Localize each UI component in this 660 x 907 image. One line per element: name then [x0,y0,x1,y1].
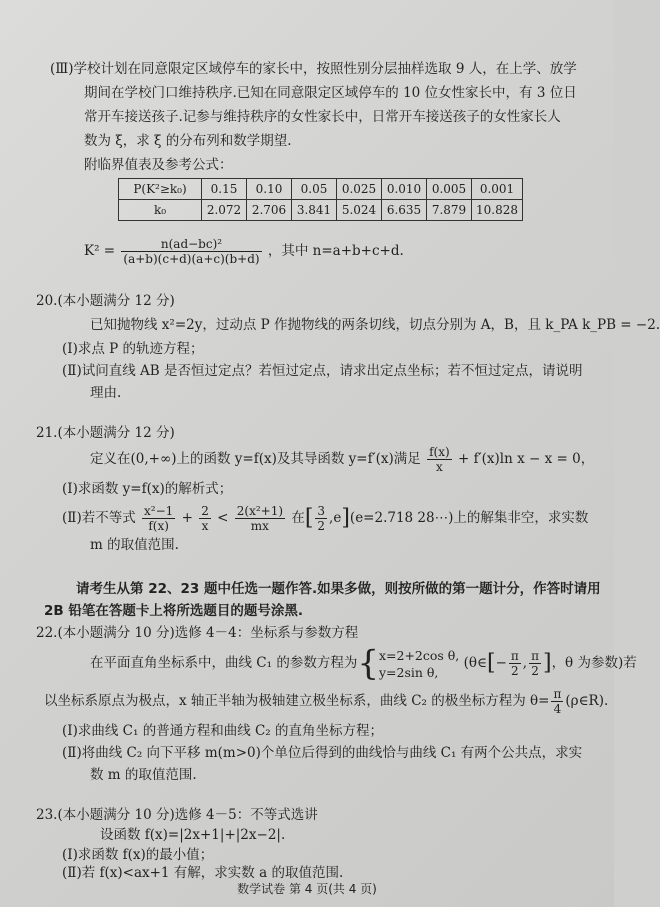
q21-part2-b: 在 [291,510,305,526]
right-bracket: ] [341,505,350,531]
table-cell: 0.001 [472,179,523,200]
q22-stem-c: ，θ 为参数)若 [551,655,637,671]
q22-part1: (Ⅰ)求曲线 C₁ 的普通方程和曲线 C₂ 的直角坐标方程； [62,723,384,739]
fraction-numerator: π [510,649,519,663]
table-cell: 0.010 [382,179,427,200]
table-cell: 3.841 [292,200,337,221]
critical-value-table [118,178,523,221]
bleed-through-mark: ​ [299,140,301,175]
table-cell: 2.072 [202,200,247,221]
system-brace: { [357,643,379,684]
formula-numerator: n(ad−bc)² [121,237,261,252]
ineq-fraction-3 [235,504,285,533]
theta-upper-fraction [529,649,541,678]
q21-header: 21.(本小题满分 12 分) [36,425,175,441]
polar-angle-fraction [551,687,563,716]
q19-part3-line3: 常开车接送孩子.记参与维持秩序的女性家长中，日常开车接送孩子的女性家长人 [84,109,561,125]
q21-part2-c: (e=2.718 28⋯)上的解集非空，求实数 [349,510,589,526]
instruction-line1: 请考生从第 22、23 题中任选一题作答.如果多做，则按所做的第一题计分，作答时请用 [76,581,601,597]
q22-stem-a: 在平面直角坐标系中，曲线 C₁ 的参数方程为 [90,655,358,671]
table-cell: 0.005 [427,179,472,200]
fraction-numerator: 2 [201,504,209,518]
k-squared-formula [84,236,404,266]
q20-part1: (Ⅰ)求点 P 的轨迹方程； [62,341,204,357]
fraction-numerator: f(x) [429,445,450,459]
table-cell: k₀ [119,200,202,221]
q20-stem: 已知抛物线 x²=2y，过动点 P 作抛物线的两条切线，切点分别为 A，B，且 k_PA k_PB = −2. [90,317,660,333]
fraction-denominator: 4 [553,702,562,716]
q20-part2-line2: 理由. [90,385,122,401]
q21-part2-line2: m 的取值范围. [90,537,179,553]
table-cell: 5.024 [337,200,382,221]
q21-stem-fraction [427,445,452,474]
ineq-fraction-1 [142,504,175,533]
theta-lower-fraction [509,649,521,678]
q21-part2-a: (Ⅱ)若不等式 [62,510,136,526]
interval-fraction [315,504,327,533]
table-cell: 0.025 [337,179,382,200]
q21-stem-a: 定义在(0,+∞)上的函数 y=f(x)及其导函数 y=f′(x)满足 [90,451,421,467]
q23-part1: (Ⅰ)求函数 f(x)的最小值； [62,847,214,863]
q19-part3-line1: (Ⅲ)学校计划在同意限定区域停车的家长中，按照性别分层抽样选取 9 人，在上学、放学 [50,61,577,77]
q21-stem [90,444,594,474]
q22-header: 22.(本小题满分 10 分)选修 4－4：坐标系与参数方程 [36,625,359,641]
q19-part3-line4: 数为 ξ，求 ξ 的分布列和数学期望. [84,133,292,149]
right-bracket: ] [542,650,552,676]
ineq-fraction-2 [199,504,211,533]
fraction-denominator: f(x) [148,519,169,533]
table-cell: 0.15 [202,179,247,200]
page-footer: 数学试卷 第 4 页(共 4 页) [237,882,377,896]
q22-line2 [44,686,608,716]
table-cell: 6.635 [382,200,427,221]
q23-header: 23.(本小题满分 10 分)选修 4－5：不等式选讲 [36,807,318,823]
parametric-system [379,647,459,681]
left-bracket: [ [304,505,314,531]
q22-stem-b: (θ∈ [463,655,487,671]
table-cell: P(K²≥k₀) [119,179,202,200]
fraction-denominator: x [435,460,443,474]
q20-part2-line1: (Ⅱ)试问直线 AB 是否恒过定点？若恒过定点，请求出定点坐标；若不恒过定点，请说明 [62,363,583,379]
fraction-numerator: π [531,649,539,663]
table-intro: 附临界值表及参考公式： [84,157,233,173]
q23-stem: 设函数 f(x)=|2x+1|+|2x−2|. [100,827,286,843]
table-row [119,200,523,221]
q21-part2 [62,502,588,535]
system-line-x: x=2+2cos θ, [378,647,460,663]
system-line-y: y=2sin θ, [378,664,439,680]
q21-part1: (Ⅰ)求函数 y=f(x)的解析式； [62,481,233,497]
left-bracket: [ [486,650,496,676]
formula-fraction [121,237,261,266]
ineq-less-than: < [217,510,229,526]
fraction-denominator: 2 [317,519,326,533]
fraction-numerator: 3 [317,504,326,518]
interval-tail: ,e [329,510,342,526]
q23-part2: (Ⅱ)若 f(x)<ax+1 有解，求实数 a 的取值范围. [62,865,344,881]
formula-denominator: (a+b)(c+d)(a+c)(b+d) [123,252,260,266]
formula-tail: ，其中 n=a+b+c+d. [267,243,404,259]
table-cell: 0.05 [292,179,337,200]
fraction-numerator: x²−1 [144,504,174,518]
q22-stem: 在平面直角坐标系中，曲线 C₁ 的参数方程为{ x=2+2cos θ, y=2sin θ, (θ∈[− $\frac{\pi}{2}$ , $\frac{\pi}{2}$ ]，θ 为参数)若 [90,643,637,684]
fraction-denominator: 2 [511,664,519,678]
q20-header: 20.(本小题满分 12 分) [36,293,175,309]
table-cell: 7.879 [427,200,472,221]
q22-part2-line2: 数 m 的取值范围. [90,767,197,783]
table-row [119,179,523,200]
ineq-plus: + [181,510,193,526]
fraction-numerator: π [553,687,562,701]
q22-line2-b: (ρ∈R). [565,693,609,709]
fraction-denominator: mx [250,519,269,533]
fraction-denominator: 2 [531,664,539,678]
q21-stem-b: + f′(x)ln x − x = 0， [457,451,595,467]
q22-line2-a: 以坐标系原点为极点，x 轴正半轴为极轴建立极坐标系，曲线 C₂ 的极坐标方程为 θ= [44,693,550,709]
fraction-denominator: x [201,519,209,533]
fraction-numerator: 2(x²+1) [236,504,284,518]
table-cell: 0.10 [247,179,292,200]
table-cell: 10.828 [472,200,523,221]
formula-lhs: K² = [84,243,116,259]
q19-part3-line2: 期间在学校门口维持秩序.已知在同意限定区域停车的 10 位女性家长中，有 3 位日 [84,85,577,101]
q22-part2-line1: (Ⅱ)将曲线 C₂ 向下平移 m(m>0)个单位后得到的曲线恰与曲线 C₁ 有两个公共点，求实 [62,745,583,761]
instruction-line2: 2B 铅笔在答题卡上将所选题目的题号涂黑. [44,603,304,619]
table-cell: 2.706 [247,200,292,221]
